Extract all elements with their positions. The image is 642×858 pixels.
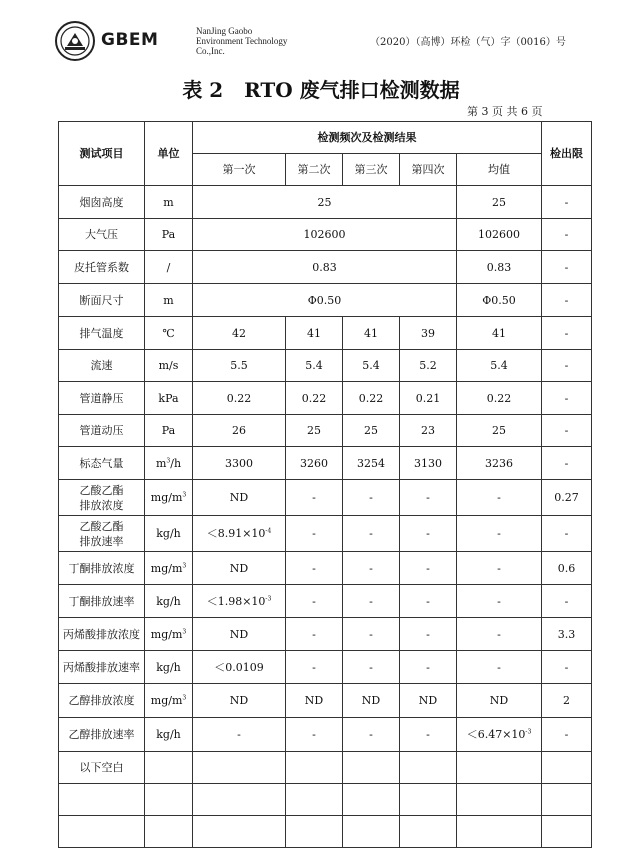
empty-cell <box>145 752 193 784</box>
cell-item: 标态气量 <box>59 447 145 480</box>
cell-value-1: - <box>193 718 286 752</box>
cell-value-1: ND <box>193 618 286 651</box>
cell-average: - <box>457 651 542 684</box>
subheader-third: 第三次 <box>343 154 400 186</box>
table-row <box>59 219 592 251</box>
table-row <box>59 752 592 784</box>
empty-cell <box>457 752 542 784</box>
cell-unit: $mg/m^3$ <box>145 618 193 651</box>
table-row <box>59 618 592 651</box>
table-row <box>59 516 592 552</box>
cell-value-2: ND <box>286 684 343 718</box>
cell-unit: Pa <box>145 415 193 447</box>
empty-cell <box>343 784 400 816</box>
cell-unit: kg/h <box>145 585 193 618</box>
cell-value-3: - <box>343 618 400 651</box>
cell-value-3: ND <box>343 684 400 718</box>
cell-limit: - <box>542 651 592 684</box>
cell-limit: - <box>542 382 592 415</box>
empty-cell <box>457 784 542 816</box>
cell-value-1: 42 <box>193 317 286 350</box>
cell-item: 丙烯酸排放浓度 <box>59 618 145 651</box>
cell-value-2: - <box>286 516 343 552</box>
cell-merged-value: 0.83 <box>193 251 457 284</box>
cell-average: - <box>457 618 542 651</box>
cell-item: 乙醇排放速率 <box>59 718 145 752</box>
table-row <box>59 284 592 317</box>
cell-value-4: - <box>400 618 457 651</box>
cell-value-4: 5.2 <box>400 350 457 382</box>
cell-limit: - <box>542 186 592 219</box>
empty-cell <box>145 816 193 848</box>
header-detection-limit: 检出限 <box>542 122 592 186</box>
cell-value-2: 5.4 <box>286 350 343 382</box>
empty-cell <box>400 752 457 784</box>
cell-average: 0.83 <box>457 251 542 284</box>
cell-limit: - <box>542 447 592 480</box>
cell-limit: - <box>542 284 592 317</box>
cell-value-4: - <box>400 552 457 585</box>
table-row <box>59 317 592 350</box>
cell-item: 丁酮排放浓度 <box>59 552 145 585</box>
cell-value-4: 39 <box>400 317 457 350</box>
cell-value-2: - <box>286 480 343 516</box>
empty-cell <box>59 784 145 816</box>
cell-average: 5.4 <box>457 350 542 382</box>
cell-average: 102600 <box>457 219 542 251</box>
cell-value-3: 5.4 <box>343 350 400 382</box>
cell-item: 烟囱高度 <box>59 186 145 219</box>
company-logo-icon <box>54 20 96 62</box>
cell-merged-value: 102600 <box>193 219 457 251</box>
empty-cell <box>145 784 193 816</box>
cell-unit: $mg/m^3$ <box>145 552 193 585</box>
cell-item: 乙酸乙酯 排放速率 <box>59 516 145 552</box>
company-name: NanJing Gaobo Environment Technology Co.,Inc. <box>196 26 288 56</box>
cell-value-2: 25 <box>286 415 343 447</box>
cell-value-4: 3130 <box>400 447 457 480</box>
cell-item: 流速 <box>59 350 145 382</box>
subheader-average: 均值 <box>457 154 542 186</box>
cell-value-3: 3254 <box>343 447 400 480</box>
cell-value-4: - <box>400 516 457 552</box>
cell-limit: - <box>542 516 592 552</box>
empty-cell <box>286 816 343 848</box>
cell-value-3: - <box>343 585 400 618</box>
cell-average: - <box>457 480 542 516</box>
cell-average: - <box>457 552 542 585</box>
cell-value-3: - <box>343 480 400 516</box>
empty-cell <box>542 816 592 848</box>
cell-value-1: ＜0.0109 <box>193 651 286 684</box>
cell-unit: Pa <box>145 219 193 251</box>
cell-value-3: 41 <box>343 317 400 350</box>
cell-unit: $mg/m^3$ <box>145 480 193 516</box>
header-results-group: 检测频次及检测结果 <box>193 122 542 154</box>
brand-name: GBEM <box>101 30 159 50</box>
table-row <box>59 816 592 848</box>
cell-limit: 2 <box>542 684 592 718</box>
cell-limit: - <box>542 219 592 251</box>
cell-average: 3236 <box>457 447 542 480</box>
cell-item: 管道静压 <box>59 382 145 415</box>
page-number: 第 3 页 共 6 页 <box>467 105 543 118</box>
table-row <box>59 585 592 618</box>
cell-value-1: 26 <box>193 415 286 447</box>
cell-value-2: 41 <box>286 317 343 350</box>
cell-value-1: ND <box>193 552 286 585</box>
cell-item: 乙酸乙酯 排放浓度 <box>59 480 145 516</box>
cell-value-4: 23 <box>400 415 457 447</box>
cell-value-3: - <box>343 552 400 585</box>
cell-unit: $mg/m^3$ <box>145 684 193 718</box>
empty-cell <box>542 752 592 784</box>
cell-merged-value: Φ0.50 <box>193 284 457 317</box>
blank-note: 以下空白 <box>59 752 145 784</box>
cell-limit: - <box>542 317 592 350</box>
cell-limit: 0.6 <box>542 552 592 585</box>
empty-cell <box>193 816 286 848</box>
cell-limit: - <box>542 251 592 284</box>
cell-value-2: 0.22 <box>286 382 343 415</box>
cell-value-2: - <box>286 552 343 585</box>
cell-value-4: - <box>400 480 457 516</box>
header-unit: 单位 <box>145 122 193 186</box>
cell-value-2: - <box>286 651 343 684</box>
cell-value-2: - <box>286 718 343 752</box>
empty-cell <box>193 784 286 816</box>
table-row <box>59 651 592 684</box>
cell-unit: kg/h <box>145 718 193 752</box>
table-row <box>59 718 592 752</box>
table-row <box>59 684 592 718</box>
cell-limit: - <box>542 415 592 447</box>
empty-cell <box>400 784 457 816</box>
cell-unit: m <box>145 284 193 317</box>
cell-value-1: 5.5 <box>193 350 286 382</box>
cell-value-2: - <box>286 585 343 618</box>
cell-average: - <box>457 516 542 552</box>
cell-unit: kg/h <box>145 651 193 684</box>
cell-value-3: 25 <box>343 415 400 447</box>
cell-unit: ℃ <box>145 317 193 350</box>
table-row <box>59 350 592 382</box>
cell-limit: - <box>542 585 592 618</box>
cell-limit: - <box>542 350 592 382</box>
empty-cell <box>193 752 286 784</box>
cell-item: 断面尺寸 <box>59 284 145 317</box>
empty-cell <box>286 752 343 784</box>
subheader-second: 第二次 <box>286 154 343 186</box>
cell-value-2: - <box>286 618 343 651</box>
cell-unit: / <box>145 251 193 284</box>
cell-value-3: - <box>343 651 400 684</box>
table-row <box>59 784 592 816</box>
subheader-fourth: 第四次 <box>400 154 457 186</box>
cell-value-1: ND <box>193 684 286 718</box>
table-row <box>59 186 592 219</box>
cell-limit: 3.3 <box>542 618 592 651</box>
cell-average: 25 <box>457 186 542 219</box>
cell-limit: 0.27 <box>542 480 592 516</box>
cell-unit: kg/h <box>145 516 193 552</box>
empty-cell <box>542 784 592 816</box>
cell-value-1: 3300 <box>193 447 286 480</box>
cell-value-4: - <box>400 718 457 752</box>
cell-value-3: - <box>343 516 400 552</box>
cell-item: 排气温度 <box>59 317 145 350</box>
cell-limit: - <box>542 718 592 752</box>
table-header-row <box>59 122 592 154</box>
cell-value-4: 0.21 <box>400 382 457 415</box>
cell-unit: kPa <box>145 382 193 415</box>
cell-average: ND <box>457 684 542 718</box>
empty-cell <box>286 784 343 816</box>
cell-average: $<6.47\times 10^{-3}$ <box>457 718 542 752</box>
cell-item: 丁酮排放速率 <box>59 585 145 618</box>
cell-item: 大气压 <box>59 219 145 251</box>
cell-unit: m/s <box>145 350 193 382</box>
cell-value-4: - <box>400 585 457 618</box>
cell-unit: m <box>145 186 193 219</box>
cell-item: 管道动压 <box>59 415 145 447</box>
empty-cell <box>59 816 145 848</box>
empty-cell <box>400 816 457 848</box>
cell-value-1: ND <box>193 480 286 516</box>
subheader-first: 第一次 <box>193 154 286 186</box>
cell-value-4: ND <box>400 684 457 718</box>
measurement-table <box>58 121 592 848</box>
cell-value-1: $<1.98\times 10^{-3}$ <box>193 585 286 618</box>
cell-unit: $m^3/h$ <box>145 447 193 480</box>
table-row <box>59 382 592 415</box>
table-row <box>59 447 592 480</box>
page-title: 表 2 RTO 废气排口检测数据 <box>182 78 460 102</box>
cell-average: - <box>457 585 542 618</box>
cell-value-4: - <box>400 651 457 684</box>
header-item: 测试项目 <box>59 122 145 186</box>
empty-cell <box>457 816 542 848</box>
cell-average: Φ0.50 <box>457 284 542 317</box>
table-row <box>59 480 592 516</box>
cell-value-1: $<8.91\times 10^{-4}$ <box>193 516 286 552</box>
cell-average: 41 <box>457 317 542 350</box>
empty-cell <box>343 816 400 848</box>
cell-item: 皮托管系数 <box>59 251 145 284</box>
cell-item: 丙烯酸排放速率 <box>59 651 145 684</box>
cell-average: 0.22 <box>457 382 542 415</box>
cell-item: 乙醇排放浓度 <box>59 684 145 718</box>
cell-value-3: - <box>343 718 400 752</box>
empty-cell <box>343 752 400 784</box>
table-row <box>59 415 592 447</box>
cell-value-1: 0.22 <box>193 382 286 415</box>
cell-value-2: 3260 <box>286 447 343 480</box>
report-number: （2020）（高博）环检（气）字（0016）号 <box>370 37 566 48</box>
cell-merged-value: 25 <box>193 186 457 219</box>
table-row <box>59 251 592 284</box>
table-row <box>59 552 592 585</box>
cell-value-3: 0.22 <box>343 382 400 415</box>
cell-average: 25 <box>457 415 542 447</box>
